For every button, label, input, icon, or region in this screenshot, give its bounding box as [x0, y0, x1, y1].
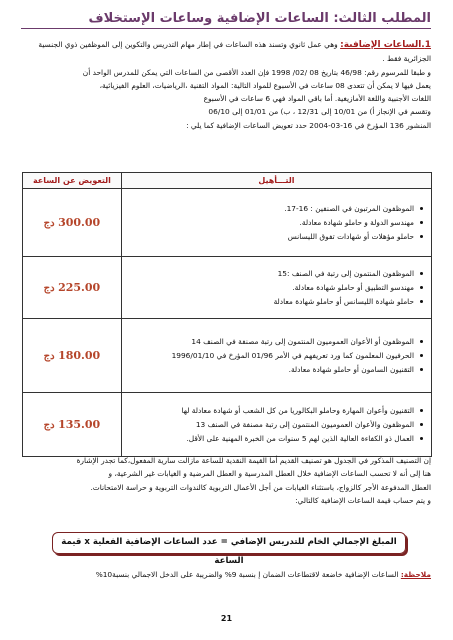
page-number: 21 — [220, 614, 233, 623]
qualification-cell — [121, 189, 431, 257]
formula-box: المبلغ الإجمالي الخام للتدريس الإضافي = عدد الساعات الإضافية الفعلية x قيمة الساعة — [52, 532, 406, 554]
qualification-cell — [121, 257, 431, 319]
table-row — [23, 393, 432, 457]
list-item: مهندسو التطبيق أو حاملو شهادة معادلة. — [126, 281, 423, 295]
list-item: الموظفون والأعوان العموميون المنتمون إلى رتبة مصنفة في الصنف 13 — [126, 418, 423, 432]
body-line: العطل المدفوعة الأجر كالزواج، باستثناء الغيابات من أجل الأعمال التربوية كالندوات التربوية و حراسة الامتحانات. — [90, 482, 431, 492]
intro-text: وهي عمل ثانوي وتسند هذه الساعات في إطار مهام التدريس والتكوين إلى الموظفين ذوي الجنسية الجزائرية فقط . — [38, 40, 431, 64]
table-header-row — [23, 173, 432, 189]
compensation-table — [22, 172, 432, 457]
list-item: التقنيون السامون أو حاملو شهادة معادلة. — [126, 363, 423, 377]
amount-value: 135.00 — [58, 418, 101, 431]
amount-value: 180.00 — [58, 349, 101, 362]
note-label: ملاحظة: — [400, 570, 431, 579]
list-item: التقنيون وأعوان المهارة وحاملو البكالوريا من كل الشعب أو شهادة معادلة لها — [126, 404, 423, 418]
section-intro — [21, 38, 431, 66]
amount-cell — [23, 393, 122, 457]
header-amount: التعويض عن الساعة — [23, 173, 122, 189]
explanation-text — [21, 454, 431, 507]
currency-unit: دج — [43, 351, 55, 362]
page-title: المطلب الثالث: الساعات الإضافية وساعات الإستخلاف — [21, 11, 431, 29]
body-line: وتقسم في الإنجاز أ) من 10/01 إلى 12/31 ، ب) من 01/01 إلى 06/10 — [208, 107, 431, 117]
body-line: يعمل فيها لا يمكن أن تتعدى 08 ساعات في الأسبوع للمواد التالية: المواد التقنية ،الرياضيات، العلوم الفيزيائية، — [99, 80, 431, 90]
table-row — [23, 319, 432, 393]
table-row — [23, 189, 432, 257]
note-text: الساعات الإضافية خاضعة لاقتطاعات الضمان إ بنسبة 9% والضريبة على الدخل الاجمالي بنسبة10% — [95, 570, 401, 579]
amount-value: 225.00 — [58, 281, 101, 294]
body-line: إن التصنيف المذكور في الجدول هو تصنيف القديم أما القيمة النقدية للساعة مازالت سارية المفعول،كما تجدر الإشارة — [76, 456, 431, 465]
list-item: الحرفيون المعلمون كما ورد تعريفهم في الأمر 01/96 المؤرخ في 1996/01/10 — [126, 349, 423, 363]
note — [21, 570, 431, 579]
qualification-cell — [121, 319, 431, 393]
body-line: المنشور 136 المؤرخ في 16-03-2004 حدد تعويض الساعات الإضافية كما يلي : — [186, 120, 431, 130]
section-heading: 1.الساعات الإضافية: — [340, 40, 431, 50]
header-qualification: التـــأهيل — [121, 173, 431, 189]
currency-unit: دج — [43, 218, 55, 229]
body-line: و يتم حساب قيمة الساعات الإضافية كالتالي: — [295, 495, 431, 505]
qualification-cell — [121, 393, 431, 457]
list-item: حاملو شهادة الليسانس أو حاملو شهادة معادلة — [126, 295, 423, 309]
list-item: مهندسو الدولة و حاملو شهادة معادلة. — [126, 216, 423, 230]
body-line: هنا إلى أنه لا تحسب الساعات الإضافية خلال العطل المدرسية و العطل المرضية و الغيابات غير الشرعية، و — [108, 469, 431, 479]
table-row — [23, 257, 432, 319]
list-item: الموظفون أو الأعوان العموميون المنتمون إلى رتبة مصنفة في الصنف 14 — [126, 335, 423, 349]
body-line: و طبقا للمرسوم رقم: 46/98 بتاريخ 08 /02/ 1998 فإن العدد الأقصى من الساعات التي يمكن للمدرس الواحد أن — [82, 67, 431, 77]
amount-cell — [23, 257, 122, 319]
currency-unit: دج — [43, 283, 55, 294]
amount-cell — [23, 319, 122, 393]
amount-value: 300.00 — [58, 216, 101, 229]
list-item: الموظفون المرتبون في الصنفين : 16-17. — [126, 202, 423, 216]
section-body — [21, 38, 431, 132]
list-item: الموظفون المنتمون إلى رتبة في الصنف :15 — [126, 267, 423, 281]
body-line: اللغات الأجنبية واللغة الأمازيغية. أما باقي المواد فهي 6 ساعات في الأسبوع — [203, 94, 431, 104]
currency-unit: دج — [43, 420, 55, 431]
amount-cell — [23, 189, 122, 257]
list-item: العمال ذو الكفاءة العالية الذين لهم 5 سنوات من الخبرة المهنية على الأقل. — [126, 432, 423, 446]
list-item: حاملو مؤهلات أو شهادات تفوق الليسانس — [126, 230, 423, 244]
